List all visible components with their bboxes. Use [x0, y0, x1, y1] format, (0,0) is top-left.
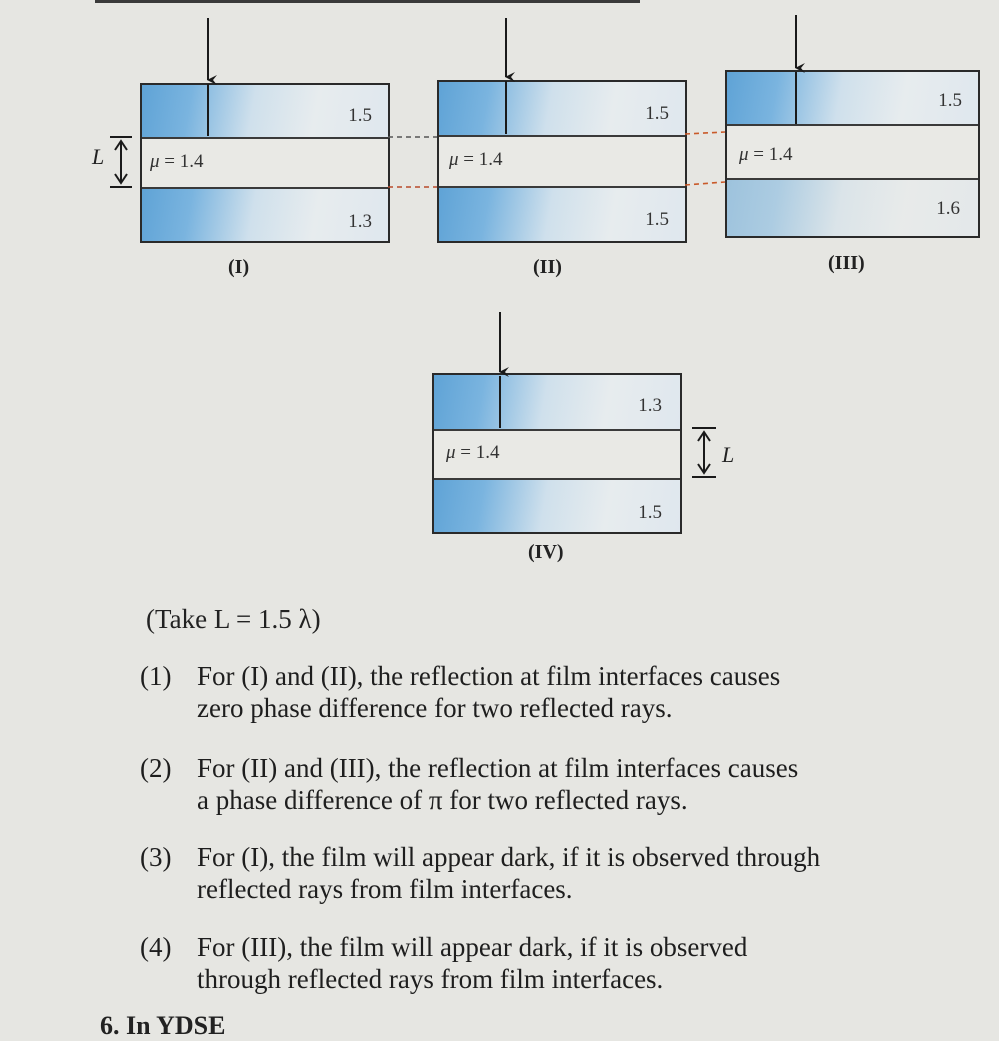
- bottom-index-label: 1.5: [645, 209, 669, 230]
- option-line: For (II) and (III), the reflection at film interfaces causes: [197, 753, 799, 783]
- figure-caption-3: (III): [828, 252, 865, 274]
- top-index-label: 1.5: [938, 90, 962, 111]
- option-line: For (I), the film will appear dark, if it is observed through: [197, 842, 821, 872]
- option-line: For (I) and (II), the reflection at film interfaces causes: [197, 661, 781, 691]
- top-index-label: 1.3: [638, 395, 662, 416]
- thickness-label-left: L: [92, 144, 105, 169]
- figure-caption-2: (II): [533, 256, 562, 278]
- thickness-marker-right: [692, 428, 716, 477]
- option-2: [140, 752, 975, 816]
- option-line: zero phase difference for two reflected rays.: [197, 693, 673, 723]
- given-note: (Take L = 1.5 λ): [146, 604, 321, 634]
- option-line: through reflected rays from film interfaces.: [197, 964, 664, 994]
- option-number: (3): [140, 842, 172, 872]
- option-line: a phase difference of π for two reflected rays.: [197, 785, 688, 815]
- option-1: [140, 660, 975, 724]
- option-4: [140, 931, 975, 995]
- bottom-index-label: 1.3: [348, 211, 372, 232]
- film-index-label: μ = 1.4: [449, 149, 503, 170]
- film-index-label: μ = 1.4: [739, 144, 793, 165]
- option-3: [140, 841, 975, 905]
- bottom-index-label: 1.6: [936, 198, 960, 219]
- top-index-label: 1.5: [645, 103, 669, 124]
- film-index-label: μ = 1.4: [446, 442, 500, 463]
- thickness-label-right: L: [722, 442, 735, 467]
- option-number: (1): [140, 661, 172, 691]
- option-line: reflected rays from film interfaces.: [197, 874, 573, 904]
- option-number: (2): [140, 753, 172, 783]
- figure-caption-1: (I): [228, 256, 250, 278]
- film-index-label: μ = 1.4: [150, 151, 204, 172]
- figure-caption-4: (IV): [528, 541, 564, 563]
- thickness-marker-left: [110, 137, 132, 187]
- option-number: (4): [140, 932, 172, 962]
- dashed-guides: [388, 132, 725, 187]
- bottom-index-label: 1.5: [638, 502, 662, 523]
- top-index-label: 1.5: [348, 105, 372, 126]
- next-question-fragment: 6. In YDSE: [100, 1011, 226, 1040]
- option-line: For (III), the film will appear dark, if it is observed: [197, 932, 748, 962]
